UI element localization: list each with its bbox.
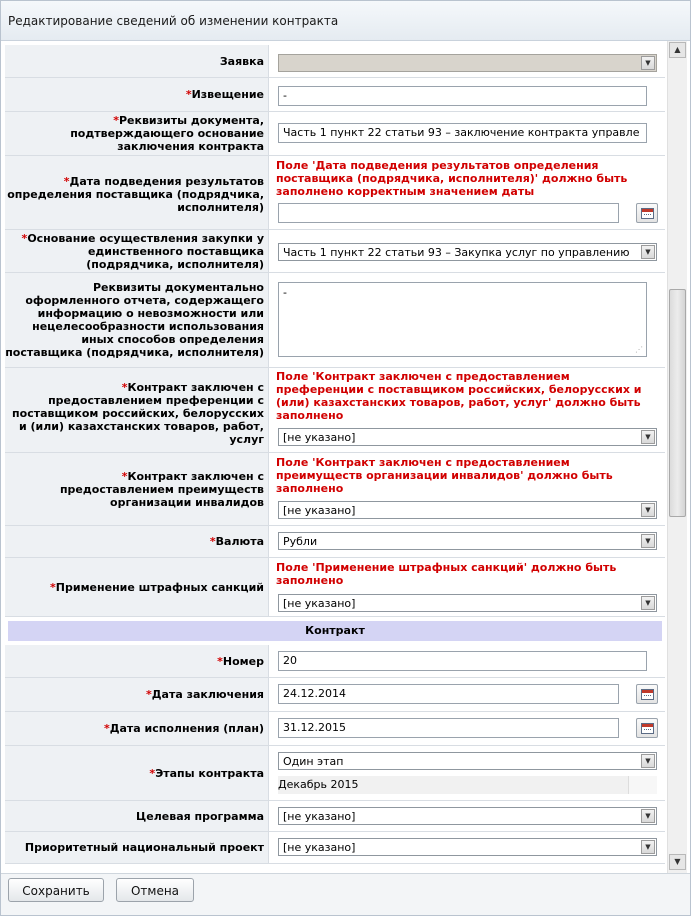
proekt-select[interactable]: [не указано] ▼ — [278, 838, 657, 856]
form-scroll-area — [1, 41, 667, 873]
osnovanie-select[interactable]: Часть 1 пункт 22 статьи 93 – Закупка услуг по управлению ▼ — [278, 243, 657, 261]
row-etapy — [5, 746, 665, 801]
calendar-icon — [641, 723, 654, 734]
otchet-textarea[interactable]: - ⋰ — [278, 282, 647, 357]
nomer-input[interactable]: 20 — [278, 651, 647, 671]
row-preferencii — [5, 368, 665, 453]
label-rekvizity: *Реквизиты документа, подтверждающего основание заключения контракта — [5, 112, 269, 155]
label-preferencii: *Контракт заключен с предоставлением преференции с поставщиком российских, белорусских и (или) казахстанских товаров, работ, услуг — [5, 368, 269, 452]
chevron-down-icon: ▼ — [641, 596, 655, 610]
label-nomer: *Номер — [5, 645, 269, 677]
label-otchet: Реквизиты документально оформленного отчета, содержащего информацию о невозможности или нецелесообразности использования иных способов определения поставщика (подрядчика, исполнителя) — [5, 273, 269, 367]
row-nomer — [5, 645, 665, 678]
arrow-up-icon[interactable]: ▲ — [669, 42, 686, 58]
calendar-button[interactable] — [636, 684, 658, 704]
chevron-down-icon: ▼ — [641, 534, 655, 548]
stage-list — [278, 776, 657, 794]
etapy-select[interactable]: Один этап ▼ — [278, 752, 657, 770]
save-button[interactable]: Сохранить — [8, 878, 104, 902]
row-otchet — [5, 273, 665, 368]
shtrafy-select[interactable]: [не указано] ▼ — [278, 594, 657, 612]
chevron-down-icon: ▼ — [641, 809, 655, 823]
row-zayavka — [5, 45, 665, 78]
resize-grip-icon[interactable]: ⋰ — [635, 345, 643, 354]
arrow-down-icon[interactable]: ▼ — [669, 854, 686, 870]
chevron-down-icon: ▼ — [641, 245, 655, 259]
valyuta-select[interactable]: Рубли ▼ — [278, 532, 657, 550]
label-data-zaklyucheniya: *Дата заключения — [5, 678, 269, 711]
row-proekt — [5, 832, 665, 864]
label-data-ispolneniya: *Дата исполнения (план) — [5, 712, 269, 745]
data-zaklyucheniya-input[interactable]: 24.12.2014 — [278, 684, 619, 704]
invalidy-select[interactable]: [не указано] ▼ — [278, 501, 657, 519]
error-data-podvedeniya: Поле 'Дата подведения результатов определения поставщика (подрядчика, исполнителя)' должно быть заполнено корректным значением даты — [276, 159, 628, 198]
error-preferencii: Поле 'Контракт заключен с предоставлением преференции с поставщиком российских, белорусских и (или) казахстанских товаров, работ, услуг' должно быть заполнено — [276, 370, 642, 422]
error-invalidy: Поле 'Контракт заключен с предоставлением преимуществ организации инвалидов' должно быть заполнено — [276, 456, 613, 495]
error-shtrafy: Поле 'Применение штрафных санкций' должно быть заполнено — [276, 561, 617, 587]
cancel-button[interactable]: Отмена — [116, 878, 194, 902]
label-proekt: Приоритетный национальный проект — [5, 832, 269, 863]
label-shtrafy: *Применение штрафных санкций — [5, 558, 269, 616]
row-data-ispolneniya — [5, 712, 665, 746]
calendar-icon — [641, 689, 654, 700]
vertical-scrollbar[interactable] — [667, 41, 687, 873]
label-osnovanie: *Основание осуществления закупки у единственного поставщика (подрядчика, исполнителя) — [5, 230, 269, 272]
dialog-title: Редактирование сведений об изменении контракта — [1, 1, 690, 41]
label-valyuta: *Валюта — [5, 526, 269, 557]
zayavka-select — [278, 54, 657, 72]
chevron-down-icon: ▼ — [641, 754, 655, 768]
rekvizity-input[interactable]: Часть 1 пункт 22 статьи 93 – заключение контракта управле — [278, 123, 647, 143]
label-etapy: *Этапы контракта — [5, 746, 269, 800]
programma-select[interactable]: [не указано] ▼ — [278, 807, 657, 825]
calendar-button[interactable] — [636, 203, 658, 223]
row-shtrafy — [5, 558, 665, 617]
chevron-down-icon: ▼ — [641, 56, 655, 70]
row-data-zaklyucheniya — [5, 678, 665, 712]
row-valyuta — [5, 526, 665, 558]
section-contract-header: Контракт — [8, 621, 662, 641]
label-izveshchenie: *Извещение — [5, 78, 269, 111]
scrollbar-thumb[interactable] — [669, 289, 686, 517]
stage-item: Декабрь 2015 — [278, 778, 359, 791]
stage-cell — [628, 776, 657, 794]
row-osnovanie — [5, 230, 665, 273]
calendar-button[interactable] — [636, 718, 658, 738]
preferencii-select[interactable]: [не указано] ▼ — [278, 428, 657, 446]
row-programma — [5, 801, 665, 832]
row-invalidy — [5, 453, 665, 526]
data-podvedeniya-input[interactable] — [278, 203, 619, 223]
label-data-podvedeniya: *Дата подведения результатов определения поставщика (подрядчика, исполнителя) — [5, 156, 269, 229]
chevron-down-icon: ▼ — [641, 430, 655, 444]
chevron-down-icon: ▼ — [641, 503, 655, 517]
label-programma: Целевая программа — [5, 801, 269, 831]
calendar-icon — [641, 208, 654, 219]
label-zayavka: Заявка — [5, 45, 269, 77]
dialog-footer — [1, 873, 690, 915]
row-rekvizity — [5, 112, 665, 156]
chevron-down-icon: ▼ — [641, 840, 655, 854]
label-invalidy: *Контракт заключен с предоставлением преимуществ организации инвалидов — [5, 453, 269, 525]
izveshchenie-input[interactable]: - — [278, 86, 647, 106]
data-ispolneniya-input[interactable]: 31.12.2015 — [278, 718, 619, 738]
row-izveshchenie — [5, 78, 665, 112]
row-data-podvedeniya — [5, 156, 665, 230]
